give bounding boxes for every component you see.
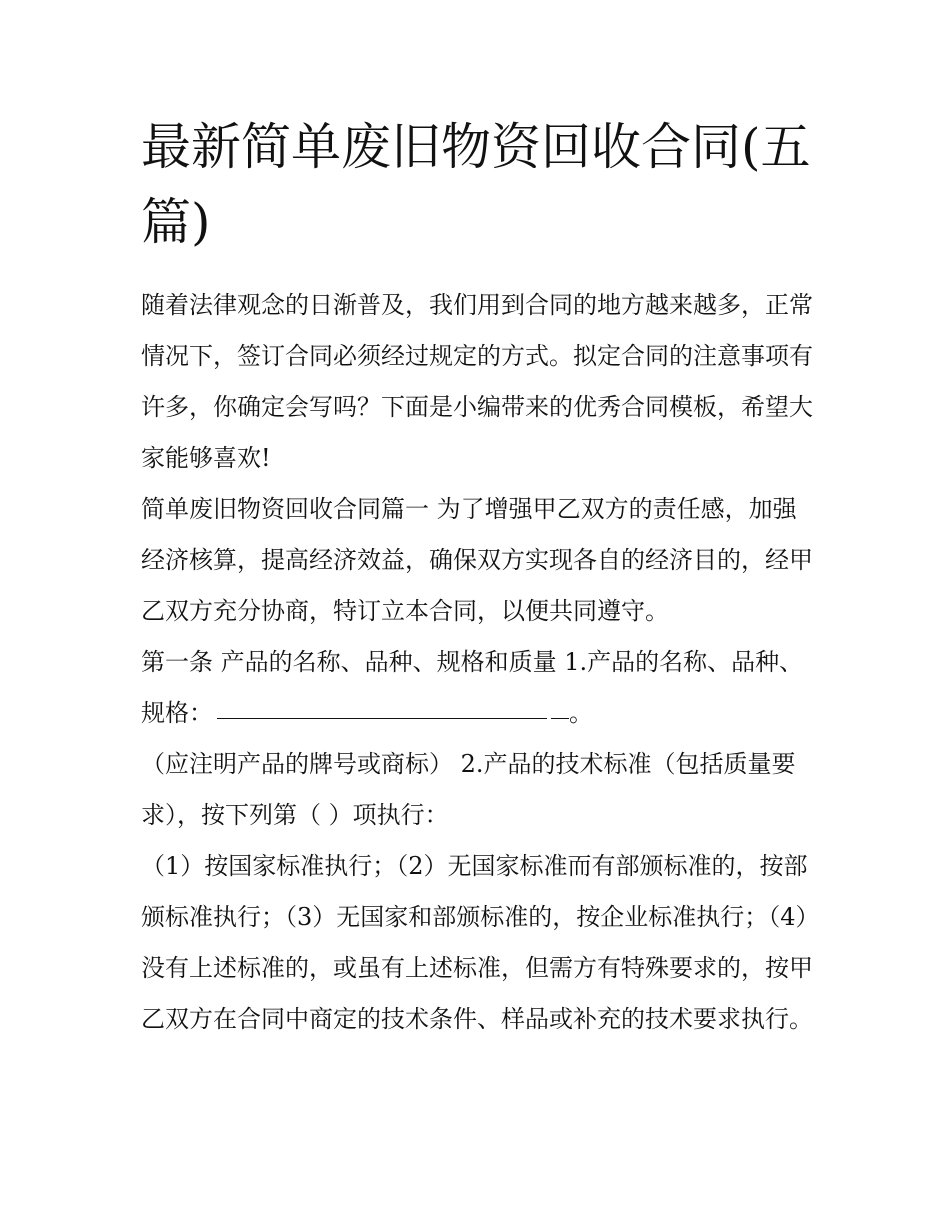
intro-paragraph: 随着法律观念的日渐普及，我们用到合同的地方越来越多，正常情况下，签订合同必须经过规定的方式。拟定合同的注意事项有许多，你确定会写吗？下面是小编带来的优秀合同模板，希望大家能够喜欢! [141, 291, 813, 472]
technical-standard-paragraph: （应注明产品的牌号或商标） 2.产品的技术标准（包括质量要求），按下列第（ ）项执行： [141, 750, 796, 829]
document-body [141, 280, 813, 1045]
clause-1-lead-text: 第一条 产品的名称、品种、规格和质量 1.产品的名称、品种、规格： [141, 648, 804, 727]
contract-preamble-paragraph: 简单废旧物资回收合同篇一 为了增强甲乙双方的责任感，加强经济核算，提高经济效益，确保双方实现各自的经济目的，经甲乙双方充分协商，特订立本合同，以便共同遵守。 [141, 495, 813, 625]
standard-options-paragraph: （1）按国家标准执行；（2）无国家标准而有部颁标准的，按部颁标准执行；（3）无国家和部颁标准的，按企业标准执行；（4）没有上述标准的，或虽有上述标准，但需方有特殊要求的，按甲乙双方在合同中商定的技术条件、样品或补充的技术要求执行。 [141, 852, 813, 1033]
clause-1-paragraph [141, 637, 813, 739]
clause-1-end-punct: 。 [569, 699, 593, 727]
document-page [141, 110, 813, 1045]
product-spec-blank-line-short [551, 688, 569, 719]
document-title: 最新简单废旧物资回收合同(五篇) [141, 118, 811, 251]
product-spec-blank-line [217, 688, 547, 719]
